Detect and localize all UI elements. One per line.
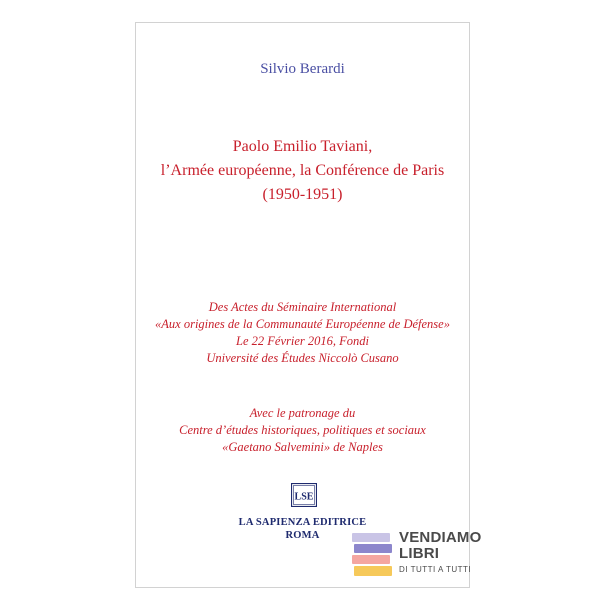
seminar-line: Université des Études Niccolò Cusano (206, 351, 399, 365)
badge-subtitle: LIBRI (399, 545, 440, 562)
book-cover (135, 22, 470, 588)
author-name: Silvio Berardi (260, 61, 345, 77)
badge-title: VENDIAMO (399, 529, 482, 546)
publisher-line: LA SAPIENZA EDITRICE (238, 517, 367, 528)
badge-tagline: DI TUTTI A TUTTI (399, 565, 472, 574)
logo-text: LSE (294, 491, 314, 503)
publisher-line: ROMA (285, 530, 320, 541)
seminar-line: «Aux origines de la Communauté Européenne de Défense» (155, 317, 450, 331)
patronage-line: Avec le patronage du (249, 406, 356, 420)
patronage-line: Centre d’études historiques, politiques et sociaux (179, 423, 426, 437)
book-stack-icon (352, 529, 392, 581)
title-line: (1950-1951) (262, 186, 343, 203)
badge-text (399, 530, 481, 576)
seminar-line: Le 22 Février 2016, Fondi (236, 334, 369, 348)
publisher-logo-icon (291, 483, 317, 507)
title-line: Paolo Emilio Taviani, (232, 138, 373, 155)
book-title (136, 135, 469, 207)
patronage-line: «Gaetano Salvemini» de Naples (222, 440, 383, 454)
seminar-info (136, 299, 469, 367)
vendiamo-libri-badge (352, 527, 522, 587)
title-line: l’Armée européenne, la Conférence de Paris (160, 162, 445, 179)
seminar-line: Des Actes du Séminaire International (208, 300, 397, 314)
patronage-info (136, 405, 469, 456)
